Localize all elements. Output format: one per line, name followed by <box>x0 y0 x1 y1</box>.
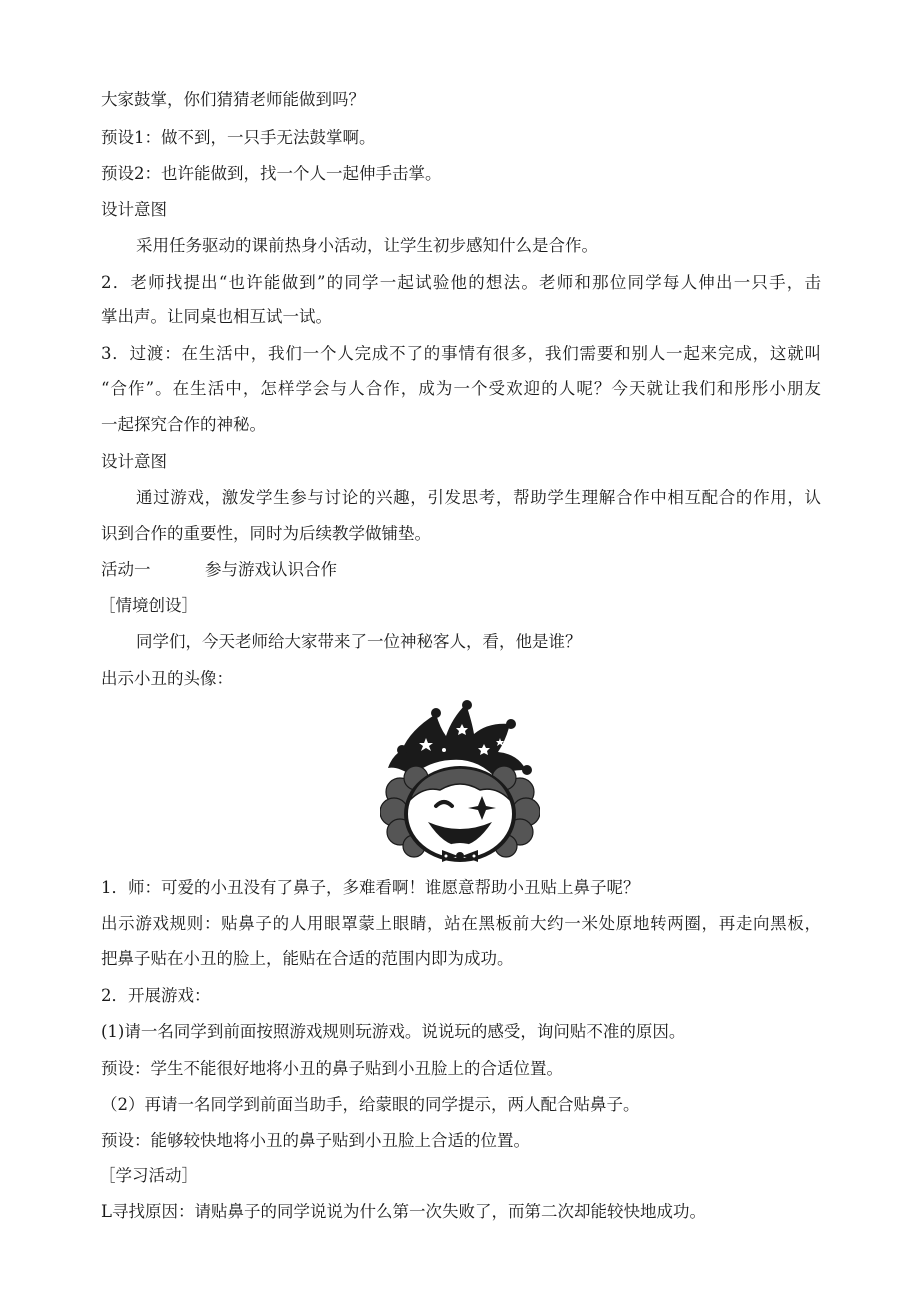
section-bracket-label: ［情境创设］ <box>99 596 198 615</box>
paragraph-line: 把鼻子贴在小丑的脸上，能贴在合适的范围内即为成功。 <box>101 949 514 968</box>
clown-head-icon <box>380 700 540 862</box>
paragraph-line: 识到合作的重要性，同时为后续教学做铺垫。 <box>101 524 431 543</box>
activity-number: 活动一 <box>101 560 151 579</box>
paragraph-line: (1)请一名同学到前面按照游戏规则玩游戏。说说玩的感受，询问贴不准的原因。 <box>101 1022 686 1041</box>
activity-heading <box>101 559 821 581</box>
activity-title: 参与游戏认识合作 <box>205 560 337 579</box>
paragraph-line: 掌出声。让同桌也相互试一试。 <box>101 307 332 326</box>
paragraph-line: （2）再请一名同学到前面当助手，给蒙眼的同学提示，两人配合贴鼻子。 <box>101 1095 640 1114</box>
paragraph-line: 2．老师找提出“也许能做到”的同学一起试验他的想法。老师和那位同学每人伸出一只手，击 <box>101 273 821 292</box>
paragraph-line: 3．过渡：在生活中，我们一个人完成不了的事情有很多，我们需要和别人一起来完成，这就叫 <box>101 344 821 363</box>
paragraph-line: 1．师：可爱的小丑没有了鼻子，多难看啊！谁愿意帮助小丑贴上鼻子呢？ <box>101 878 640 897</box>
paragraph-line: 通过游戏，激发学生参与讨论的兴趣，引发思考，帮助学生理解合作中相互配合的作用，认 <box>136 488 821 507</box>
paragraph-line: 预设1：做不到，一只手无法鼓掌啊。 <box>101 128 376 147</box>
paragraph-line: 预设：学生不能很好地将小丑的鼻子贴到小丑脸上的合适位置。 <box>101 1059 563 1078</box>
section-label: 设计意图 <box>101 200 167 219</box>
paragraph-line: 预设2：也许能做到，找一个人一起伸手击掌。 <box>101 164 442 183</box>
paragraph-line: 出示游戏规则：贴鼻子的人用眼罩蒙上眼睛，站在黑板前大约一米处原地转两圈，再走向黑板， <box>101 914 821 933</box>
paragraph-line: 采用任务驱动的课前热身小活动，让学生初步感知什么是合作。 <box>136 236 598 255</box>
section-bracket-label: ［学习活动］ <box>99 1166 198 1185</box>
paragraph-line: “合作”。在生活中，怎样学会与人合作，成为一个受欢迎的人呢？今天就让我们和彤彤小朋友 <box>101 379 821 398</box>
paragraph-line: 同学们，今天老师给大家带来了一位神秘客人，看，他是谁？ <box>136 632 582 651</box>
paragraph-line: 预设：能够较快地将小丑的鼻子贴到小丑脸上合适的位置。 <box>101 1131 530 1150</box>
paragraph-line: 一起探究合作的神秘。 <box>101 415 266 434</box>
section-label: 设计意图 <box>101 452 167 471</box>
paragraph-line: 2．开展游戏： <box>101 986 211 1005</box>
paragraph-line: 出示小丑的头像： <box>101 669 233 688</box>
paragraph-line: 大家鼓掌，你们猜猜老师能做到吗？ <box>101 90 365 109</box>
paragraph-line: L寻找原因：请贴鼻子的同学说说为什么第一次失败了，而第二次却能较快地成功。 <box>101 1202 706 1221</box>
